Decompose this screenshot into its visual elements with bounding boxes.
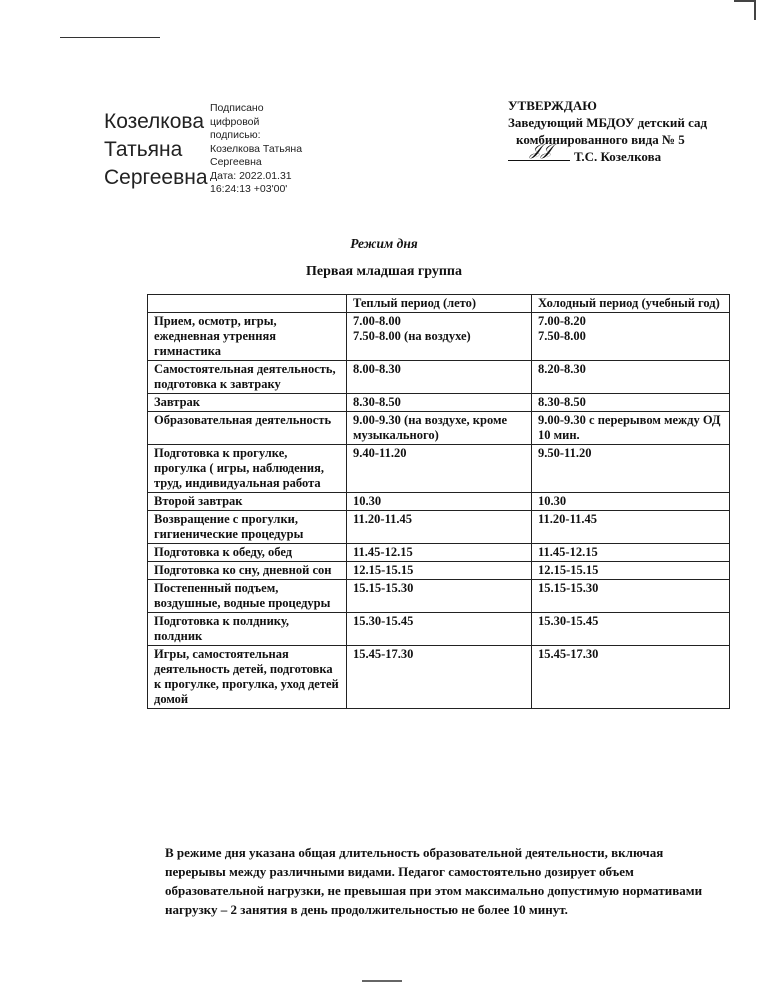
signature-detail-line: Подписано (210, 102, 264, 114)
activity-cell: Постепенный подъем, воздушные, водные процедуры (148, 580, 347, 613)
signature-detail-line: Козелкова Татьяна (210, 142, 303, 155)
activity-cell: Образовательная деятельность (148, 412, 347, 445)
time-value: 9.00-9.30 с перерывом между ОД 10 мин. (538, 413, 721, 442)
header-warm-period: Теплый период (лето) (347, 295, 532, 313)
warm-period-cell (347, 646, 532, 709)
page-subtitle: Первая младшая группа (306, 264, 462, 279)
warm-period-cell (347, 511, 532, 544)
table-row (148, 613, 730, 646)
time-value: 9.40-11.20 (353, 446, 407, 460)
activity-cell: Подготовка к прогулке, прогулка ( игры, наблюдения, труд, индивидуальная работа (148, 445, 347, 493)
time-value: 8.30-8.50 (353, 395, 401, 409)
header-cold-period: Холодный период (учебный год) (532, 295, 730, 313)
activity-cell: Второй завтрак (148, 493, 347, 511)
footnote-line: В режиме дня указана общая длительность образовательной деятельности, включая (165, 845, 664, 860)
digital-signature-name (104, 108, 208, 192)
warm-period-cell (347, 412, 532, 445)
activity-cell: Подготовка ко сну, дневной сон (148, 562, 347, 580)
footnote (165, 843, 750, 919)
signature-name-line: Козелкова (104, 110, 205, 133)
signature-detail-line: Сергеевна (210, 156, 262, 168)
approval-position: Заведующий МБДОУ детский сад (508, 115, 708, 130)
page-title: Режим дня (350, 236, 418, 251)
time-value: 7.00-8.20 (538, 314, 586, 328)
warm-period-cell (347, 313, 532, 361)
activity-cell: Прием, осмотр, игры, ежедневная утренняя гимнастика (148, 313, 347, 361)
time-value: 10.30 (538, 494, 567, 508)
cold-period-cell (532, 445, 730, 493)
warm-period-cell (347, 544, 532, 562)
signature-detail-line: подписью: (210, 129, 261, 141)
cold-period-cell (532, 361, 730, 394)
table-row (148, 646, 730, 709)
approval-block (508, 97, 707, 165)
cold-period-cell (532, 412, 730, 445)
time-value: 15.15-15.30 (538, 581, 599, 595)
activity-cell: Самостоятельная деятельность, подготовка к завтраку (148, 361, 347, 394)
table-row (148, 394, 730, 412)
cold-period-cell (532, 562, 730, 580)
time-value: 12.15-15.15 (353, 563, 414, 577)
cold-period-cell (532, 646, 730, 709)
warm-period-cell (347, 562, 532, 580)
cold-period-cell (532, 493, 730, 511)
signature-detail-line: Дата: 2022.01.31 (210, 169, 292, 182)
time-value: 15.30-15.45 (538, 614, 599, 628)
time-value: 7.00-8.00 (353, 314, 401, 328)
table-row (148, 412, 730, 445)
digital-signature-details (210, 102, 302, 197)
time-value: 15.45-17.30 (353, 647, 414, 661)
time-value: 7.50-8.00 (538, 329, 586, 343)
activity-cell: Игры, самостоятельная деятельность детей, подготовка к прогулке, прогулка, уход детей домой (148, 646, 347, 709)
handwritten-signature: 𝒥𝒥 (508, 148, 570, 161)
approval-heading: УТВЕРЖДАЮ (508, 98, 597, 113)
cold-period-cell (532, 313, 730, 361)
table-row (148, 511, 730, 544)
time-value: 10.30 (353, 494, 382, 508)
cold-period-cell (532, 613, 730, 646)
table-row (148, 493, 730, 511)
header-activity (148, 295, 347, 313)
approval-organization: комбинированного вида № 5 (516, 132, 685, 147)
warm-period-cell (347, 613, 532, 646)
time-value: 11.45-12.15 (538, 545, 598, 559)
cold-period-cell (532, 580, 730, 613)
scan-corner-mark (734, 0, 756, 20)
cold-period-cell (532, 511, 730, 544)
time-value: 11.20-11.45 (538, 512, 598, 526)
time-value: 15.15-15.30 (353, 581, 414, 595)
table-row (148, 445, 730, 493)
warm-period-cell (347, 361, 532, 394)
time-value: 11.20-11.45 (353, 512, 413, 526)
activity-cell: Подготовка к полднику, полдник (148, 613, 347, 646)
time-value: 7.50-8.00 (на воздухе) (353, 329, 471, 343)
cold-period-cell (532, 394, 730, 412)
cold-period-cell (532, 544, 730, 562)
time-value: 9.50-11.20 (538, 446, 592, 460)
table-row (148, 313, 730, 361)
time-value: 8.20-8.30 (538, 362, 586, 376)
time-value: 12.15-15.15 (538, 563, 599, 577)
footnote-line: образовательной нагрузки, не превышая при этом максимально допустимую нормативами (165, 883, 703, 898)
time-value: 8.00-8.30 (353, 362, 401, 376)
time-value: 8.30-8.50 (538, 395, 586, 409)
time-value: 9.00-9.30 (на воздухе, кроме музыкального) (353, 413, 508, 442)
warm-period-cell (347, 580, 532, 613)
approval-signer: Т.С. Козелкова (574, 149, 662, 164)
activity-cell: Подготовка к обеду, обед (148, 544, 347, 562)
signature-name-line: Татьяна (104, 138, 183, 161)
activity-cell: Завтрак (148, 394, 347, 412)
time-value: 15.45-17.30 (538, 647, 599, 661)
signature-name-line: Сергеевна (104, 166, 208, 189)
scan-artifact-line (60, 37, 160, 38)
scan-artifact-line (362, 980, 402, 982)
warm-period-cell (347, 394, 532, 412)
footnote-line: перерывы между различными видами. Педагог самостоятельно дозирует объем (165, 864, 634, 879)
signature-detail-line: цифровой (210, 115, 260, 128)
warm-period-cell (347, 493, 532, 511)
table-header-row (148, 295, 730, 313)
table-row (148, 580, 730, 613)
table-row (148, 562, 730, 580)
footnote-line: нагрузку – 2 занятия в день продолжительностью не более 10 минут. (165, 902, 568, 917)
warm-period-cell (347, 445, 532, 493)
signature-detail-line: 16:24:13 +03'00' (210, 183, 288, 195)
time-value: 15.30-15.45 (353, 614, 414, 628)
schedule-table (147, 294, 730, 709)
table-row (148, 361, 730, 394)
activity-cell: Возвращение с прогулки, гигиенические процедуры (148, 511, 347, 544)
table-row (148, 544, 730, 562)
time-value: 11.45-12.15 (353, 545, 413, 559)
